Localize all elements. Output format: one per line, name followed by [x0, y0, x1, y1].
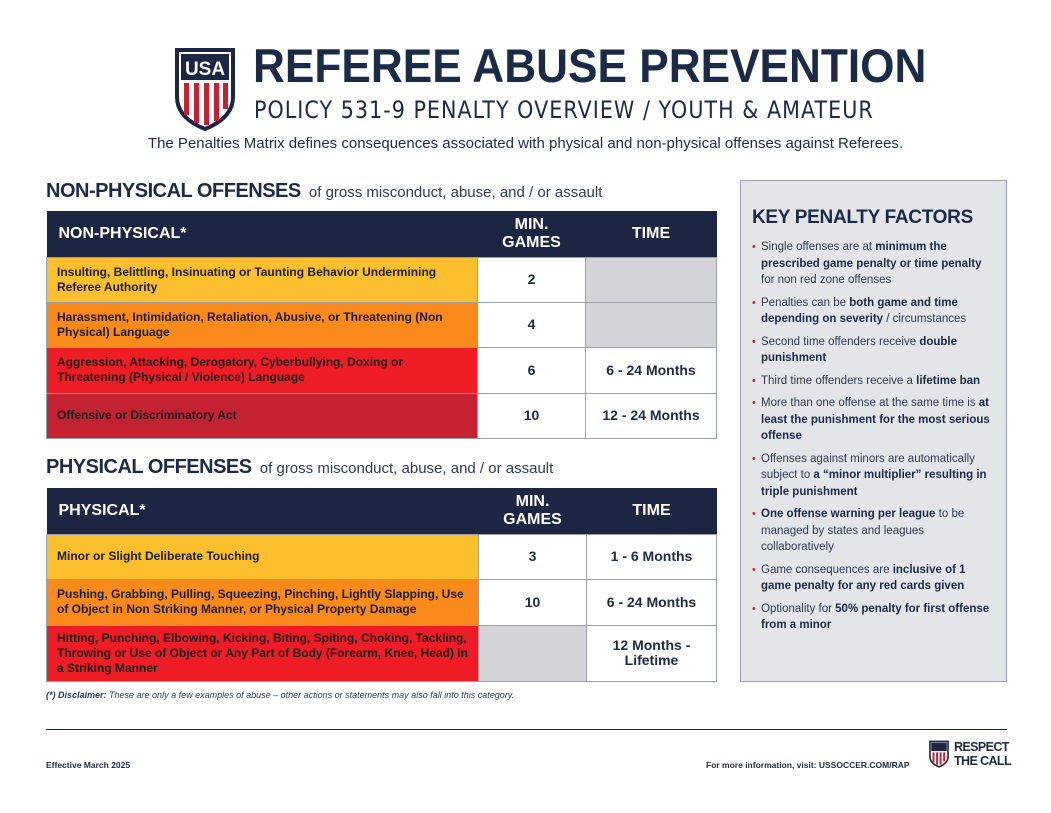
- respect-the-call-line2: THE CALL: [954, 754, 1011, 768]
- bullet-icon: •: [752, 508, 756, 520]
- table-row: [47, 347, 717, 393]
- disclaimer-text: These are only a few examples of abuse – other actions or statements may also fall into this category.: [106, 690, 515, 700]
- time-cell: [586, 302, 717, 347]
- time-cell: 1 - 6 Months: [587, 534, 717, 579]
- non-physical-heading-rest: of gross misconduct, abuse, and / or assault: [308, 184, 603, 201]
- time-cell: [586, 257, 717, 302]
- respect-the-call-logo: [954, 740, 1011, 768]
- key-factor-text: both game and time depending on severity: [761, 296, 958, 325]
- us-soccer-crest-icon: [174, 47, 236, 131]
- column-header: MIN. GAMES: [479, 488, 587, 534]
- table-row: [47, 579, 717, 625]
- games-cell: 2: [478, 257, 586, 302]
- key-factor-text: / circumstances: [883, 313, 967, 325]
- column-header: TIME: [587, 488, 717, 534]
- non-physical-heading: [46, 180, 602, 203]
- offense-cell: Offensive or Discriminatory Act: [47, 393, 478, 438]
- offense-cell: Harassment, Intimidation, Retaliation, Abusive, or Threatening (Non Physical) Language: [47, 302, 478, 347]
- key-factor-text: to be managed by states and leagues collaboratively: [761, 508, 965, 553]
- key-factor-text: 50% penalty for first offense from a minor: [761, 602, 990, 631]
- key-factor-text: Third time offenders receive a: [761, 374, 917, 387]
- key-factor-item: [752, 295, 994, 328]
- time-cell: 6 - 24 Months: [586, 347, 717, 393]
- key-factor-text: Offenses against minors are automatically subject to: [761, 452, 975, 481]
- offense-cell: Hitting, Punching, Elbowing, Kicking, Biting, Spiting, Choking, Tackling, Throwing or Use of Object or Any Part of Body (Forearm, Knee, Head) in a Striking Manner: [47, 625, 479, 681]
- table-row: [47, 302, 717, 347]
- key-factor-text: minimum the prescribed game penalty or time penalty: [761, 241, 982, 270]
- bullet-icon: •: [752, 335, 756, 348]
- bullet-icon: •: [752, 563, 756, 576]
- effective-date: Effective March 2025: [46, 760, 131, 770]
- bullet-icon: •: [752, 452, 756, 465]
- key-factor-item: [752, 334, 994, 367]
- games-cell: 10: [479, 579, 587, 625]
- offense-cell: Pushing, Grabbing, Pulling, Squeezing, Pinching, Lightly Slapping, Use of Object in Non Striking Manner, or Physical Property Damage: [47, 579, 479, 625]
- key-factor-text: One offense warning per league: [761, 508, 936, 520]
- intro-text: The Penalties Matrix defines consequences associated with physical and non-physical offenses against Referees.: [147, 135, 904, 152]
- physical-table: [46, 488, 717, 682]
- crest-text: USA: [184, 59, 226, 80]
- key-factor-item: [752, 395, 994, 445]
- column-header: PHYSICAL*: [47, 488, 479, 534]
- us-soccer-small-crest-icon: [929, 740, 949, 768]
- bullet-icon: •: [752, 397, 756, 409]
- table-header-row: [47, 211, 717, 257]
- physical-heading-bold: PHYSICAL OFFENSES: [46, 456, 252, 478]
- footer-divider: [46, 729, 1007, 730]
- table-row: [47, 534, 717, 579]
- offense-cell: Insulting, Belittling, Insinuating or Taunting Behavior Undermining Referee Authority: [47, 257, 478, 302]
- disclaimer-lead: (*) Disclaimer:: [46, 690, 107, 700]
- table-row: [47, 625, 717, 681]
- games-cell: 6: [478, 347, 586, 393]
- page-subtitle: POLICY 531-9 PENALTY OVERVIEW / YOUTH & AMATEUR: [254, 96, 874, 124]
- bullet-icon: •: [752, 241, 756, 253]
- time-cell: 12 Months - Lifetime: [587, 625, 717, 681]
- key-factor-list: [752, 239, 994, 634]
- time-cell: 12 - 24 Months: [586, 393, 717, 438]
- games-cell: 4: [478, 302, 586, 347]
- key-factor-item: [752, 562, 994, 595]
- key-factor-text: Game consequences are: [761, 563, 893, 576]
- key-factor-text: Penalties can be: [761, 296, 850, 309]
- games-cell: [479, 625, 587, 681]
- column-header: MIN. GAMES: [478, 211, 586, 257]
- games-cell: 3: [479, 534, 587, 579]
- bullet-icon: •: [752, 296, 756, 309]
- key-factor-item: [752, 506, 994, 556]
- column-header: NON-PHYSICAL*: [47, 211, 478, 257]
- respect-the-call-line1: RESPECT: [954, 740, 1009, 754]
- key-penalty-factors-title: KEY PENALTY FACTORS: [752, 207, 973, 228]
- bullet-icon: •: [752, 374, 756, 387]
- offense-cell: Aggression, Attacking, Derogatory, Cyberbullying, Doxing or Threatening (Physical / Violence) Language: [47, 347, 478, 393]
- table-row: [47, 393, 717, 438]
- offense-cell: Minor or Slight Deliberate Touching: [47, 534, 479, 579]
- key-factor-text: a “minor multiplier” resulting in triple punishment: [761, 469, 987, 498]
- key-factor-item: [752, 239, 994, 289]
- key-factor-text: Second time offenders receive: [761, 335, 920, 348]
- non-physical-heading-bold: NON-PHYSICAL OFFENSES: [46, 180, 301, 202]
- physical-heading-rest: of gross misconduct, abuse, and / or assault: [259, 460, 554, 477]
- physical-heading: [46, 456, 553, 479]
- games-cell: 10: [478, 393, 586, 438]
- key-factor-item: [752, 373, 994, 390]
- bullet-icon: •: [752, 602, 756, 615]
- page-title: REFEREE ABUSE PREVENTION: [253, 39, 927, 92]
- time-cell: 6 - 24 Months: [587, 579, 717, 625]
- key-factor-text: lifetime ban: [916, 374, 981, 387]
- key-penalty-factors-panel: [740, 180, 1007, 682]
- table-row: [47, 257, 717, 302]
- key-factor-text: double punishment: [761, 335, 958, 364]
- key-factor-item: [752, 451, 994, 501]
- key-factor-item: [752, 601, 994, 634]
- key-factor-text: at least the punishment for the most serious offense: [761, 397, 990, 442]
- disclaimer: [46, 690, 514, 700]
- column-header: TIME: [586, 211, 717, 257]
- key-factor-text: Optionality for: [761, 602, 836, 615]
- key-factor-text: Single offenses are at: [761, 241, 876, 253]
- non-physical-table: [46, 211, 717, 439]
- more-info-link[interactable]: For more information, visit: USSOCCER.COM/RAP: [706, 760, 910, 770]
- table-header-row: [47, 488, 717, 534]
- key-factor-text: More than one offense at the same time is: [761, 397, 979, 409]
- key-factor-text: for non red zone offenses: [761, 274, 892, 286]
- key-factor-text: inclusive of 1 game penalty for any red cards given: [761, 563, 966, 592]
